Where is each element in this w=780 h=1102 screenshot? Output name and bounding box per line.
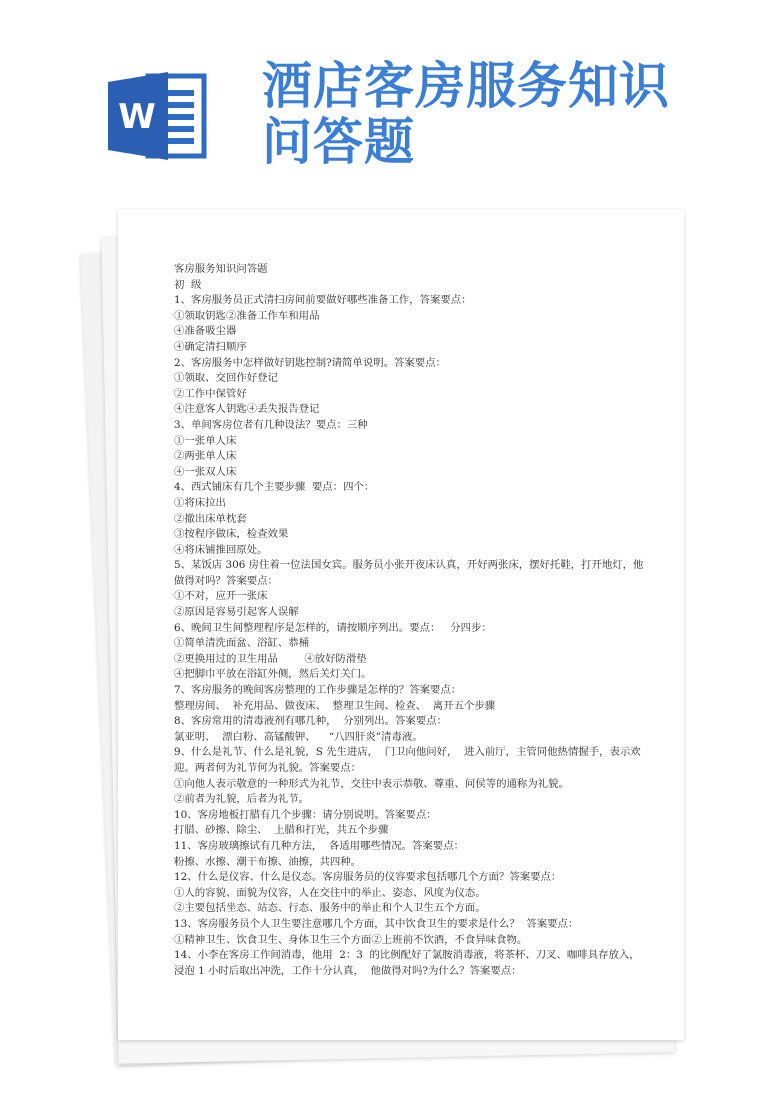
- page-title-line-1: 酒店客房服务知识: [262, 57, 670, 115]
- document-line: ①不对，应开一张床: [174, 590, 268, 603]
- document-line: ④注意客人钥匙④丢失报告登记: [174, 403, 320, 416]
- document-line: 10、客房地板打腊有几个步骤：请分别说明。答案要点：: [174, 808, 437, 821]
- document-line: ①人的容貌、面貌为仪容，人在交往中的举止、姿态、风度为仪态。: [174, 886, 486, 899]
- document-line: 1、客房服务员正式清扫房间前要做好哪些准备工作，答案要点：: [174, 294, 472, 307]
- document-line: 7、客房服务的晚间客房整理的工作步骤是怎样的？答案要点：: [174, 684, 462, 697]
- document-line: ①领取钥匙②准备工作车和用品: [174, 309, 320, 322]
- document-line: ②前者为礼貌，后者为礼节。: [174, 793, 310, 806]
- document-line: 8、客房常用的清毒液剂有哪几种， 分别列出。答案要点：: [174, 715, 447, 728]
- document-line: 11、客房玻璃擦试有几种方法， 各适用哪些情况。答案要点：: [174, 839, 464, 852]
- word-doc-icon: [108, 70, 210, 162]
- document-line: ①简单清洗面盆、浴缸、恭桶: [174, 637, 310, 650]
- document-line: ②工作中保管好: [174, 387, 247, 400]
- document-line: ③按程序做床，检查效果: [174, 528, 289, 541]
- document-line: 粉擦、水擦、潮干布擦、油擦，共四种。: [174, 855, 362, 868]
- document-line: 9、什么是礼节、什么是礼貌，S 先生进店， 门卫向他问好， 进入前厅，主管同他热情握手，表示欢迎。两者何为礼节何为礼貌。答案要点：: [174, 746, 641, 774]
- document-line: 4、西式铺床有几个主要步骤 要点：四个：: [174, 481, 375, 494]
- document-line: ②更换用过的卫生用品 ④放好防滑垫: [174, 652, 367, 665]
- word-icon-letter: W: [118, 97, 156, 137]
- document-line: 14、小李在客房工作间消毒，他用 2：3 的比例配好了氯胺消毒液，将茶杯、刀叉、咖啡具存放入，浸泡 1 小时后取出冲洗，工作十分认真， 他做得对吗?为什么？答案要点：: [174, 949, 640, 977]
- document-line: ④一张双人床: [174, 465, 237, 478]
- document-line: ④将床铺推回原处。: [174, 543, 268, 556]
- page-title-line-2: 问答题: [262, 113, 415, 171]
- document-line: 13、客房服务员个人卫生要注意哪几个方面，其中饮食卫生的要求是什么？ 答案要点：: [174, 917, 579, 930]
- document-line: 氯亚明、 漂白粉、高锰酸钾、 “八四肝炎”清毒液。: [174, 730, 423, 743]
- document-line: ④确定清扫顺序: [174, 340, 247, 353]
- document-line: 3、单间客房位者有几种设法？要点：三种: [174, 418, 368, 431]
- document-line: 整理房间、 补充用品、做夜床、 整理卫生间、检查、 离开五个步骤: [174, 699, 496, 712]
- document-line: ④准备吸尘器: [174, 325, 237, 338]
- document-line: ①领取、交回作好登记: [174, 372, 278, 385]
- document-line: 打腊、砂擦、除尘、 上腊和打光，共五个步骤: [174, 824, 389, 837]
- document-line: ②两张单人床: [174, 450, 237, 463]
- document-line: 2、客房服务中怎样做好钥匙控制?请简单说明。答案要点：: [174, 356, 446, 369]
- document-line: 初 级: [174, 278, 202, 291]
- document-line: ①将床拉出: [174, 496, 226, 509]
- document-line: ②撤出床单枕套: [174, 512, 247, 525]
- document-line: ①精神卫生、饮食卫生、身体卫生三个方面②上班前不饮酒，不食异味食物。: [174, 933, 528, 946]
- document-line: ①向他人表示敬意的一种形式为礼节，交往中表示恭敬、尊重、问侯等的通称为礼貌。: [174, 777, 569, 790]
- document-line: 5、某饭店 306 房住着一位法国女宾。服务员小张开夜床认真，开好两张床，摆好托鞋，打开地灯，他做得对吗？答案要点：: [174, 559, 644, 587]
- document-line: 客房服务知识问答题: [174, 263, 268, 275]
- page-title: [262, 58, 762, 170]
- document-line: ②主要包括坐态、站态、行态、服务中的举止和个人卫生五个方面。: [174, 902, 486, 915]
- document-body: [174, 262, 644, 979]
- document-line: 6、晚间卫生间整理程序是怎样的，请按顺序列出。要点： 分四步：: [174, 621, 492, 634]
- document-line: ②原因是容易引起客人误解: [174, 606, 299, 619]
- document-line: ①一张单人床: [174, 434, 237, 447]
- document-line: ④把脚巾平放在浴缸外侧，然后关灯关门。: [174, 668, 372, 681]
- document-line: 12、什么是仪容、什么是仪态。客房服务员的仪容要求包括哪几个方面？答案要点：: [174, 871, 562, 884]
